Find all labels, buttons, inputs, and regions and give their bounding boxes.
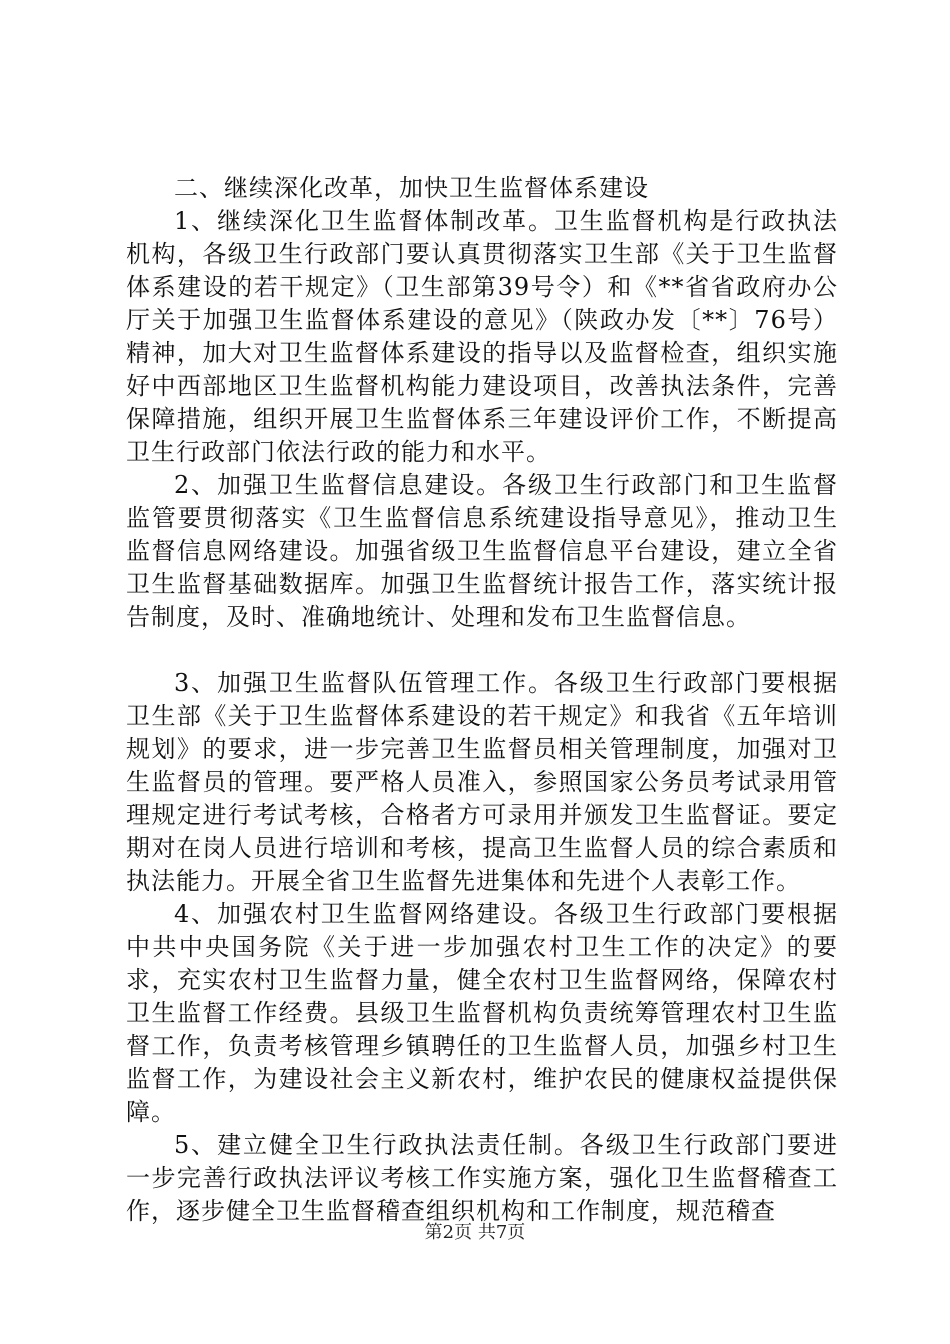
paragraph-1: 1、继续深化卫生监督体制改革。卫生监督机构是行政执法机构，各级卫生行政部门要认真贯彻落实卫生部《关于卫生监督体系建设的若干规定》（卫生部第39号令）和《**省省政府办公厅关于加强卫生监督体系建设的意见》（陕政办发〔**〕76号）精神，加大对卫生监督体系建设的指导以及监督检查，组织实施好中西部地区卫生监督机构能力建设项目，改善执法条件，完善保障措施，组织开展卫生监督体系三年建设评价工作，不断提高卫生行政部门依法行政的能力和水平。 [126, 207, 838, 466]
paragraph-spacer [126, 634, 838, 667]
section-heading: 二、继续深化改革，加快卫生监督体系建设 [174, 174, 649, 202]
page-number-footer: 第2页 共7页 [424, 1222, 526, 1243]
paragraph-4: 4、加强农村卫生监督网络建设。各级卫生行政部门要根据中共中央国务院《关于进一步加强农村卫生工作的决定》的要求，充实农村卫生监督力量，健全农村卫生监督网络，保障农村卫生监督工作经费。县级卫生监督机构负责统筹管理农村卫生监督工作，负责考核管理乡镇聘任的卫生监督人员，加强乡村卫生监督工作，为建设社会主义新农村，维护农民的健康权益提供保障。 [126, 900, 838, 1126]
document-body [126, 172, 838, 1228]
paragraph-3: 3、加强卫生监督队伍管理工作。各级卫生行政部门要根据卫生部《关于卫生监督体系建设的若干规定》和我省《五年培训规划》的要求，进一步完善卫生监督员相关管理制度，加强对卫生监督员的管理。要严格人员准入，参照国家公务员考试录用管理规定进行考试考核，合格者方可录用并颁发卫生监督证。要定期对在岗人员进行培训和考核，提高卫生监督人员的综合素质和执法能力。开展全省卫生监督先进集体和先进个人表彰工作。 [126, 669, 838, 895]
paragraph-2: 2、加强卫生监督信息建设。各级卫生行政部门和卫生监督监管要贯彻落实《卫生监督信息系统建设指导意见》，推动卫生监督信息网络建设。加强省级卫生监督信息平台建设，建立全省卫生监督基础数据库。加强卫生监督统计报告工作，落实统计报告制度，及时、准确地统计、处理和发布卫生监督信息。 [126, 471, 838, 631]
paragraph-5: 5、建立健全卫生行政执法责任制。各级卫生行政部门要进一步完善行政执法评议考核工作实施方案，强化卫生监督稽查工作，逐步健全卫生监督稽查组织机构和工作制度，规范稽查 [126, 1131, 838, 1225]
